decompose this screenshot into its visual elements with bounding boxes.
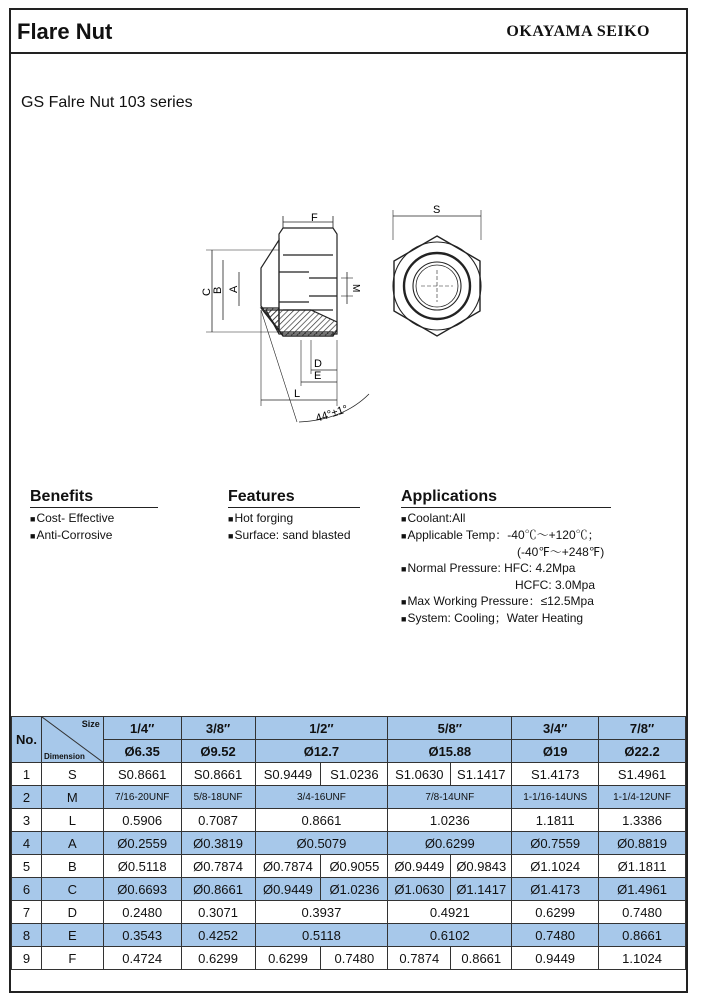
list-item: HCFC: 3.0Mpa (515, 578, 596, 592)
table-cell: 0.3543 (103, 924, 181, 947)
row-dimension: B (41, 855, 103, 878)
table-cell: Ø0.7874 (255, 855, 321, 878)
list-item: ■Hot forging (228, 511, 294, 525)
size-header: 5/8″ (388, 717, 512, 740)
row-dimension: D (41, 901, 103, 924)
table-cell: 0.6299 (512, 901, 599, 924)
row-dimension: M (41, 786, 103, 809)
table-cell: 0.4252 (181, 924, 255, 947)
table-cell: 0.7480 (512, 924, 599, 947)
table-cell: 0.8661 (255, 809, 388, 832)
list-item: ■Coolant:All (401, 511, 466, 525)
table-cell: 0.4921 (388, 901, 512, 924)
table-row (12, 786, 686, 809)
spec-table (11, 716, 686, 970)
size-header: 3/8″ (181, 717, 255, 740)
table-row (12, 809, 686, 832)
table-cell: 0.5118 (255, 924, 388, 947)
table-row (12, 832, 686, 855)
list-item: ■Applicable Temp：-40℃～+120℃； (401, 528, 600, 542)
row-dimension: E (41, 924, 103, 947)
table-cell: 1.3386 (599, 809, 686, 832)
size-header: 1/4″ (103, 717, 181, 740)
table-cell: S1.1417 (451, 763, 512, 786)
diameter-header: Ø9.52 (181, 740, 255, 763)
dim-label-d: D (314, 358, 322, 370)
table-cell: 0.8661 (451, 947, 512, 970)
table-row (12, 878, 686, 901)
table-cell: Ø0.7874 (181, 855, 255, 878)
dimension-label: Dimension (43, 752, 85, 761)
table-cell: Ø0.7559 (512, 832, 599, 855)
table-cell: 0.3071 (181, 901, 255, 924)
series-title: GS Falre Nut 103 series (21, 94, 193, 111)
row-dimension: C (41, 878, 103, 901)
benefits-title: Benefits (30, 488, 158, 508)
dim-label-l: L (294, 388, 301, 400)
table-cell: 0.8661 (599, 924, 686, 947)
table-cell: S1.0630 (388, 763, 451, 786)
table-cell: 0.6299 (255, 947, 321, 970)
size-header: 3/4″ (512, 717, 599, 740)
table-cell: Ø0.3819 (181, 832, 255, 855)
table-cell: Ø0.9843 (451, 855, 512, 878)
row-no: 2 (12, 786, 42, 809)
table-cell: S1.4961 (599, 763, 686, 786)
list-item: ■Normal Pressure: HFC: 4.2Mpa (401, 561, 576, 575)
list-item: ■Max Working Pressure：≤12.5Mpa (401, 594, 594, 608)
page-title: Flare Nut (17, 19, 113, 44)
diameter-header: Ø22.2 (599, 740, 686, 763)
list-item: (-40℉～+248℉) (517, 545, 605, 559)
row-dimension: A (41, 832, 103, 855)
brand-name: OKAYAMA SEIKO (506, 23, 650, 40)
table-cell: Ø1.4173 (512, 878, 599, 901)
row-dimension: S (41, 763, 103, 786)
table-cell: Ø1.4961 (599, 878, 686, 901)
table-cell: 1.1024 (599, 947, 686, 970)
table-row (12, 947, 686, 970)
no-header: No. (12, 717, 42, 763)
list-item: ■Cost- Effective (30, 511, 115, 525)
table-cell: S0.9449 (255, 763, 321, 786)
table-cell: 0.7480 (321, 947, 388, 970)
row-no: 7 (12, 901, 42, 924)
dim-label-c: C (201, 288, 213, 296)
table-row (12, 855, 686, 878)
table-cell: 7/16-20UNF (103, 786, 181, 809)
table-cell: 0.5906 (103, 809, 181, 832)
table-cell: 1-1/4-12UNF (599, 786, 686, 809)
table-cell: Ø1.1024 (512, 855, 599, 878)
table-cell: S0.8661 (103, 763, 181, 786)
table-cell: 1.1811 (512, 809, 599, 832)
dim-label-e: E (314, 370, 322, 382)
row-dimension: L (41, 809, 103, 832)
table-cell: Ø1.1811 (599, 855, 686, 878)
table-cell: Ø0.9449 (255, 878, 321, 901)
table-cell: 0.9449 (512, 947, 599, 970)
row-no: 1 (12, 763, 42, 786)
row-no: 9 (12, 947, 42, 970)
list-item: ■Anti-Corrosive (30, 528, 113, 542)
table-cell: Ø1.0236 (321, 878, 388, 901)
table-cell: Ø0.5118 (103, 855, 181, 878)
table-row (12, 901, 686, 924)
technical-drawing (11, 10, 686, 490)
dim-label-angle: 44°±1° (314, 403, 350, 425)
table-cell: S1.4173 (512, 763, 599, 786)
table-row (12, 763, 686, 786)
diameter-header: Ø19 (512, 740, 599, 763)
benefits-list (30, 510, 114, 544)
table-cell: Ø0.6693 (103, 878, 181, 901)
dim-label-b: B (212, 286, 224, 294)
table-cell: 1.0236 (388, 809, 512, 832)
table-cell: Ø0.5079 (255, 832, 388, 855)
table-cell: S1.0236 (321, 763, 388, 786)
row-no: 5 (12, 855, 42, 878)
row-no: 3 (12, 809, 42, 832)
table-cell: 0.7087 (181, 809, 255, 832)
table-cell: 5/8-18UNF (181, 786, 255, 809)
size-header: 1/2″ (255, 717, 388, 740)
size-header: 7/8″ (599, 717, 686, 740)
table-cell: 0.4724 (103, 947, 181, 970)
dim-label-a: A (228, 285, 240, 293)
size-dimension-header (41, 717, 103, 763)
datasheet-frame (9, 8, 688, 993)
diameter-header: Ø15.88 (388, 740, 512, 763)
dim-label-m: M (350, 284, 361, 293)
nut-side-view (206, 216, 369, 422)
table-cell: Ø0.8661 (181, 878, 255, 901)
list-item: ■System: Cooling；Water Heating (401, 611, 584, 625)
dim-label-f: F (311, 212, 318, 224)
table-cell: Ø0.9055 (321, 855, 388, 878)
row-no: 4 (12, 832, 42, 855)
table-cell: 0.6299 (181, 947, 255, 970)
diameter-header: Ø12.7 (255, 740, 388, 763)
diameter-header: Ø6.35 (103, 740, 181, 763)
dim-label-s: S (433, 204, 441, 216)
table-cell: 0.2480 (103, 901, 181, 924)
table-cell: Ø0.2559 (103, 832, 181, 855)
features-title: Features (228, 488, 360, 508)
table-cell: Ø0.9449 (388, 855, 451, 878)
list-item: ■Surface: sand blasted (228, 528, 351, 542)
table-cell: 0.7874 (388, 947, 451, 970)
table-cell: Ø0.6299 (388, 832, 512, 855)
table-cell: S0.8661 (181, 763, 255, 786)
row-no: 8 (12, 924, 42, 947)
table-row (12, 924, 686, 947)
features-list (228, 510, 351, 544)
table-cell: Ø1.0630 (388, 878, 451, 901)
row-dimension: F (41, 947, 103, 970)
table-cell: Ø0.8819 (599, 832, 686, 855)
applications-title: Applications (401, 488, 611, 508)
row-no: 6 (12, 878, 42, 901)
table-cell: 0.7480 (599, 901, 686, 924)
table-cell: 3/4-16UNF (255, 786, 388, 809)
table-cell: Ø1.1417 (451, 878, 512, 901)
applications-list (401, 510, 604, 627)
size-label: Size (81, 719, 100, 729)
table-cell: 1-1/16-14UNS (512, 786, 599, 809)
table-cell: 0.6102 (388, 924, 512, 947)
nut-front-view (393, 210, 481, 336)
table-cell: 7/8-14UNF (388, 786, 512, 809)
table-cell: 0.3937 (255, 901, 388, 924)
